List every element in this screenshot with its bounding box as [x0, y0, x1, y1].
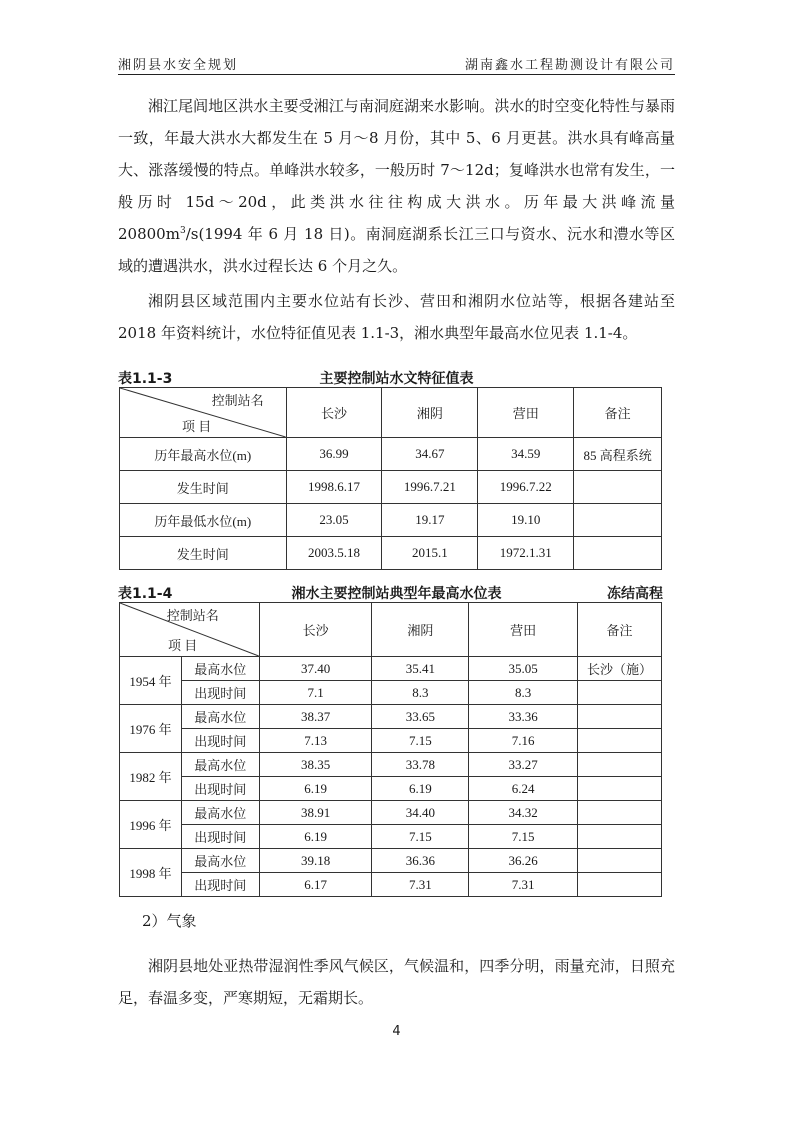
section-heading-climate: 2）气象 — [142, 912, 197, 930]
table-cell: 36.36 — [372, 849, 469, 873]
table-cell: 38.37 — [259, 705, 372, 729]
row-label: 最高水位 — [181, 657, 259, 681]
table-row — [120, 537, 662, 570]
column-header: 长沙 — [286, 388, 382, 438]
table-cell: 35.41 — [372, 657, 469, 681]
header-left-title: 湘阴县水安全规划 — [118, 58, 239, 73]
table-cell: 7.31 — [469, 873, 578, 897]
table-cell: 7.13 — [259, 729, 372, 753]
row-label: 出现时间 — [181, 681, 259, 705]
table-row — [120, 873, 662, 897]
table-row — [120, 825, 662, 849]
table-row — [120, 777, 662, 801]
column-header: 长沙 — [259, 603, 372, 657]
table-cell: 1996.7.22 — [478, 471, 574, 504]
table-cell: 6.17 — [259, 873, 372, 897]
table-cell: 8.3 — [372, 681, 469, 705]
year-cell: 1982 年 — [120, 753, 182, 801]
corner-station-label: 控制站名 — [211, 393, 264, 408]
column-header: 营田 — [469, 603, 578, 657]
table-cell: 7.15 — [469, 825, 578, 849]
row-label: 发生时间 — [120, 471, 287, 504]
table-cell: 85 高程系统 — [574, 438, 662, 471]
table-row — [120, 504, 662, 537]
row-label: 最高水位 — [181, 849, 259, 873]
paragraph-stations: 湘阴县区域范围内主要水位站有长沙、营田和湘阴水位站等，根据各建站至 2018 年资料统计，水位特征值见表 1.1-3，湘水典型年最高水位见表 1.1-4。 — [118, 292, 675, 342]
row-label: 出现时间 — [181, 873, 259, 897]
page-number: 4 — [392, 1024, 401, 1039]
table-cell — [578, 753, 662, 777]
table-header-row — [120, 388, 662, 438]
table-cell — [578, 801, 662, 825]
paragraph-climate: 湘阴县地处亚热带湿润性季风气候区，气候温和，四季分明，雨量充沛，日照充足，春温多变，严寒期短，无霜期长。 — [118, 957, 675, 1007]
table-cell: 23.05 — [286, 504, 382, 537]
year-cell: 1954 年 — [120, 657, 182, 705]
corner-station-label: 控制站名 — [166, 608, 219, 623]
flow-unit-superscript: 3 — [179, 226, 186, 236]
column-header: 营田 — [478, 388, 574, 438]
table-row — [120, 753, 662, 777]
table-cell: 6.19 — [259, 777, 372, 801]
table-cell: 2003.5.18 — [286, 537, 382, 570]
row-label: 出现时间 — [181, 825, 259, 849]
table1-number: 表1.1-3 — [118, 371, 173, 387]
table-row — [120, 849, 662, 873]
table1-title: 主要控制站水文特征值表 — [319, 371, 474, 387]
paragraph-flood-text: 湘江尾闾地区洪水主要受湘江与南洞庭湖来水影响。洪水的时空变化特性与暴雨一致，年最大洪水大都发生在 5 月～8 月份，其中 5、6 月更甚。洪水具有峰高量大、涨落缓慢的特点。单峰洪水较多，一般历时 7～12d；复峰洪水也常有发生，一般历时 15d～20d，此类洪水往往构成大洪水。历年最大洪峰流量 — [118, 97, 675, 211]
table-cell: 33.78 — [372, 753, 469, 777]
row-label: 出现时间 — [181, 777, 259, 801]
table-cell: 长沙（施） — [578, 657, 662, 681]
table-cell: 6.19 — [372, 777, 469, 801]
row-label: 出现时间 — [181, 729, 259, 753]
column-header: 备注 — [578, 603, 662, 657]
table-row — [120, 729, 662, 753]
table-cell: 36.99 — [286, 438, 382, 471]
table-cell: 1998.6.17 — [286, 471, 382, 504]
paragraph-flood-text-rest: /s(1994 年 6 月 18 日)。南洞庭湖系长江三口与资水、沅水和澧水等区域的遭遇洪水，洪水过程长达 6 个月之久。 — [118, 225, 675, 275]
table-cell — [578, 825, 662, 849]
year-cell: 1976 年 — [120, 705, 182, 753]
paragraph-flood — [118, 90, 675, 282]
corner-item-label: 项 目 — [168, 638, 198, 653]
table-cell — [578, 705, 662, 729]
table-cell: 39.18 — [259, 849, 372, 873]
table-cell: 38.35 — [259, 753, 372, 777]
table-row — [120, 657, 662, 681]
table-cell: 6.19 — [259, 825, 372, 849]
table-cell — [578, 777, 662, 801]
table-cell: 34.59 — [478, 438, 574, 471]
table-cell: 37.40 — [259, 657, 372, 681]
table-cell: 1972.1.31 — [478, 537, 574, 570]
row-label: 最高水位 — [181, 705, 259, 729]
table-cell: 7.16 — [469, 729, 578, 753]
hydrology-characteristics-table — [119, 387, 662, 570]
table-cell — [578, 849, 662, 873]
corner-header-cell — [120, 603, 260, 657]
column-header: 备注 — [574, 388, 662, 438]
row-label: 历年最低水位(m) — [120, 504, 287, 537]
table-cell: 34.40 — [372, 801, 469, 825]
header-right-company: 湖南鑫水工程勘测设计有限公司 — [464, 58, 675, 73]
table-cell: 7.15 — [372, 729, 469, 753]
row-label: 历年最高水位(m) — [120, 438, 287, 471]
table-cell — [574, 537, 662, 570]
table-cell — [578, 681, 662, 705]
table-cell: 2015.1 — [382, 537, 478, 570]
table-cell — [578, 873, 662, 897]
column-header: 湘阴 — [372, 603, 469, 657]
table-cell: 7.31 — [372, 873, 469, 897]
table-cell: 1996.7.21 — [382, 471, 478, 504]
table-row — [120, 681, 662, 705]
table-header-row — [120, 603, 662, 657]
row-label: 最高水位 — [181, 801, 259, 825]
table-cell: 38.91 — [259, 801, 372, 825]
table2-title: 湘水主要控制站典型年最高水位表 — [291, 586, 502, 602]
table-cell: 33.27 — [469, 753, 578, 777]
table-cell: 7.1 — [259, 681, 372, 705]
table-cell: 19.17 — [382, 504, 478, 537]
table-cell: 34.32 — [469, 801, 578, 825]
table-cell: 19.10 — [478, 504, 574, 537]
table-cell — [574, 471, 662, 504]
table-cell: 7.15 — [372, 825, 469, 849]
table2-number: 表1.1-4 — [118, 586, 173, 602]
page-header — [118, 52, 675, 75]
year-cell: 1996 年 — [120, 801, 182, 849]
table-cell: 34.67 — [382, 438, 478, 471]
table-row — [120, 705, 662, 729]
table-cell — [574, 504, 662, 537]
table-cell: 35.05 — [469, 657, 578, 681]
table-cell: 33.65 — [372, 705, 469, 729]
table-cell: 33.36 — [469, 705, 578, 729]
table2-caption — [118, 583, 675, 601]
corner-item-label: 项 目 — [182, 419, 212, 434]
table2-elevation-note: 冻结高程 — [607, 586, 663, 602]
typical-year-max-level-table — [119, 602, 662, 897]
table-row — [120, 471, 662, 504]
table-cell: 6.24 — [469, 777, 578, 801]
table1-caption — [118, 368, 675, 386]
corner-header-cell — [120, 388, 287, 438]
flood-peak-flow-value: 20800m — [118, 225, 180, 243]
table-cell — [578, 729, 662, 753]
row-label: 发生时间 — [120, 537, 287, 570]
table-row — [120, 438, 662, 471]
table-cell: 8.3 — [469, 681, 578, 705]
table-cell: 36.26 — [469, 849, 578, 873]
year-cell: 1998 年 — [120, 849, 182, 897]
column-header: 湘阴 — [382, 388, 478, 438]
row-label: 最高水位 — [181, 753, 259, 777]
table-row — [120, 801, 662, 825]
